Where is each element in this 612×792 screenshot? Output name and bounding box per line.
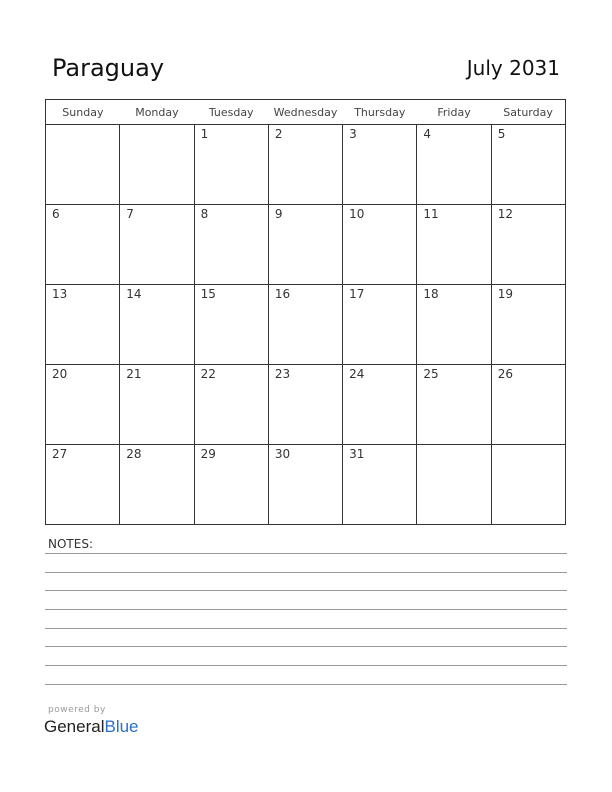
day-cell: 18 [417,285,491,365]
day-cell: 23 [268,365,342,445]
day-cell: 4 [417,125,491,205]
weekday-thursday: Thursday [343,100,417,125]
note-line [45,646,567,647]
note-line [45,684,567,685]
week-row [46,125,566,205]
day-cell: 11 [417,205,491,285]
note-line [45,609,567,610]
note-line [45,553,567,554]
page-title: Paraguay [52,54,165,82]
note-line [45,572,567,573]
month-year: July 2031 [466,56,560,80]
notes-label: NOTES: [48,537,93,551]
day-cell: 16 [268,285,342,365]
day-cell: 13 [46,285,120,365]
day-cell: 12 [491,205,565,285]
note-line [45,665,567,666]
day-cell: 15 [194,285,268,365]
week-row [46,205,566,285]
day-cell: 20 [46,365,120,445]
brand-blue: Blue [104,717,139,736]
day-cell [491,445,565,525]
day-cell: 21 [120,365,194,445]
weekday-header-row [46,100,566,125]
day-cell: 6 [46,205,120,285]
day-cell [120,125,194,205]
weekday-wednesday: Wednesday [268,100,342,125]
day-cell: 27 [46,445,120,525]
week-row [46,365,566,445]
day-cell: 22 [194,365,268,445]
day-cell: 7 [120,205,194,285]
day-cell: 28 [120,445,194,525]
day-cell: 30 [268,445,342,525]
week-row [46,445,566,525]
day-cell: 17 [343,285,417,365]
brand-logo [44,717,139,737]
week-row [46,285,566,365]
weekday-monday: Monday [120,100,194,125]
day-cell: 14 [120,285,194,365]
day-cell: 8 [194,205,268,285]
weekday-sunday: Sunday [46,100,120,125]
weekday-tuesday: Tuesday [194,100,268,125]
day-cell: 31 [343,445,417,525]
day-cell: 24 [343,365,417,445]
powered-by-text: powered by [48,705,106,715]
brand-general: General [44,717,105,736]
day-cell: 1 [194,125,268,205]
weekday-saturday: Saturday [491,100,565,125]
day-cell: 19 [491,285,565,365]
day-cell: 3 [343,125,417,205]
day-cell: 5 [491,125,565,205]
day-cell: 25 [417,365,491,445]
day-cell [46,125,120,205]
day-cell: 2 [268,125,342,205]
weekday-friday: Friday [417,100,491,125]
day-cell [417,445,491,525]
day-cell: 29 [194,445,268,525]
day-cell: 9 [268,205,342,285]
calendar-grid [45,99,566,525]
note-line [45,590,567,591]
day-cell: 10 [343,205,417,285]
day-cell: 26 [491,365,565,445]
note-line [45,628,567,629]
